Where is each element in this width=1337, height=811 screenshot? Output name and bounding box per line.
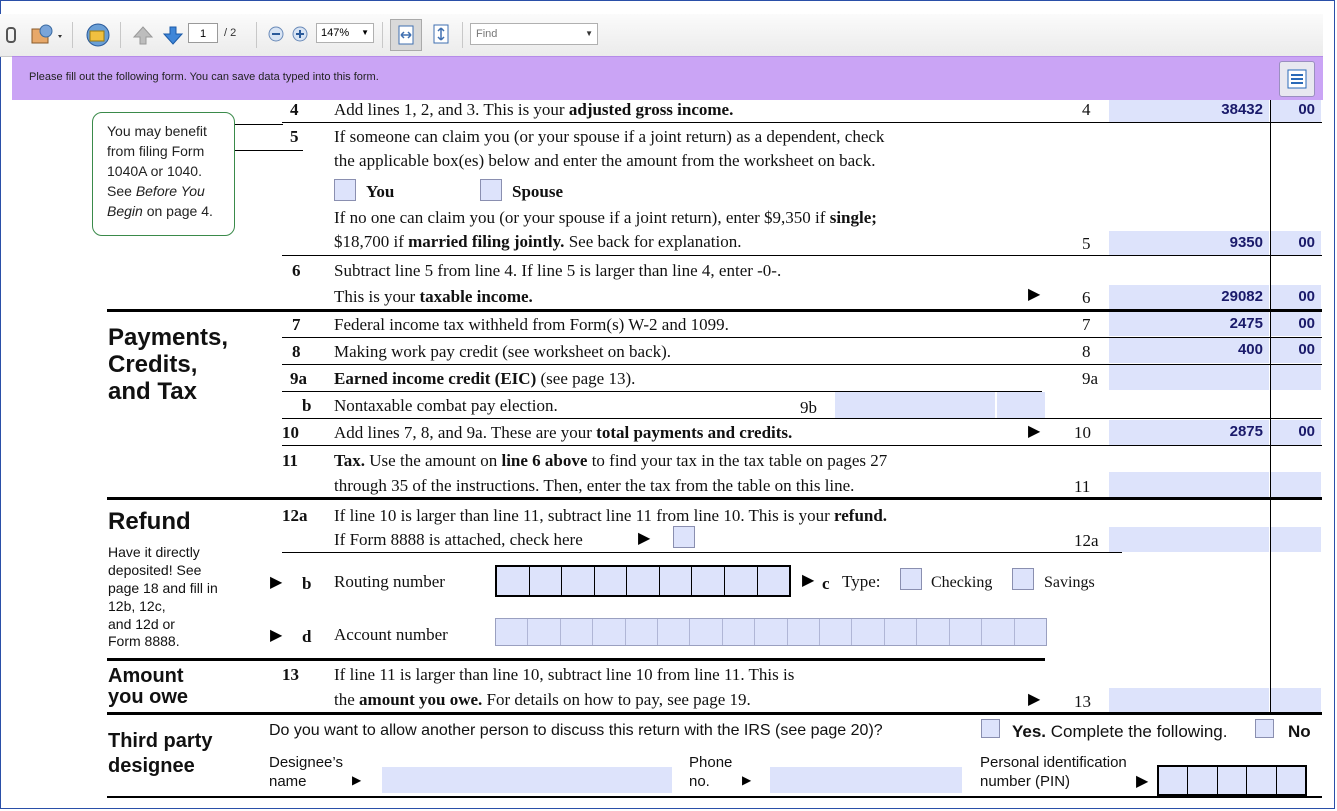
- line-ref: 11: [1074, 477, 1091, 496]
- callout-line: from filing Form: [107, 143, 205, 159]
- line-ref: 6: [1082, 288, 1091, 307]
- account-type-label: Type:: [842, 572, 881, 591]
- line-10-value: 2875: [1229, 423, 1263, 440]
- arrow-icon: ▶: [1028, 286, 1041, 303]
- toolbar-separator: [72, 22, 73, 48]
- line-number: 12a: [282, 506, 308, 525]
- previous-page-icon[interactable]: [132, 24, 154, 46]
- spouse-checkbox[interactable]: [480, 179, 502, 201]
- chevron-down-icon: ▼: [361, 28, 369, 37]
- line-9b-text: Nontaxable combat pay election.: [334, 396, 558, 415]
- arrow-icon: ▶: [1136, 773, 1149, 790]
- savings-checkbox[interactable]: [1012, 568, 1034, 590]
- callout-pointer: [235, 150, 303, 151]
- digit-box[interactable]: [982, 619, 1014, 645]
- digit-box[interactable]: [496, 619, 528, 645]
- line-11-amount-field[interactable]: [1109, 472, 1269, 497]
- line-5-text: If someone can claim you (or your spouse if a joint return) as a dependent, check: [334, 127, 885, 146]
- line-13-amount-field[interactable]: [1109, 688, 1269, 712]
- digit-box[interactable]: [1277, 767, 1305, 794]
- zoom-value: 147%: [321, 27, 350, 39]
- designee-question: Do you want to allow another person to discuss this return with the IRS (see page 20)?: [269, 722, 883, 739]
- section-divider: [107, 658, 1045, 661]
- routing-number-field[interactable]: [495, 565, 791, 597]
- line-6-text: This is your taxable income.: [334, 287, 533, 306]
- designee-name-label: Designee’s: [269, 754, 343, 771]
- account-number-label: Account number: [334, 625, 448, 644]
- line-number: 13: [282, 665, 299, 684]
- find-input[interactable]: [470, 23, 598, 45]
- line-number: b: [302, 574, 312, 593]
- line-10-amount-field[interactable]: [1109, 420, 1269, 445]
- designee-pin-label: number (PIN): [980, 773, 1071, 790]
- designee-name-field[interactable]: [382, 767, 672, 793]
- line-12a-amount-field[interactable]: [1109, 527, 1269, 552]
- designee-name-label: name: [269, 773, 307, 790]
- line-6-cents: 00: [1298, 288, 1315, 305]
- refund-note: deposited! See: [108, 562, 202, 578]
- checking-checkbox[interactable]: [900, 568, 922, 590]
- line-13-text: the amount you owe. For details on how to pay, see page 19.: [334, 690, 751, 709]
- section-title: you owe: [108, 686, 189, 708]
- line-number: d: [302, 627, 312, 646]
- line-4-value: 38432: [1221, 101, 1263, 118]
- line-5-cents-field[interactable]: [1271, 231, 1321, 255]
- line-4-text: Add lines 1, 2, and 3. This is your adjusted gross income.: [334, 100, 734, 119]
- pdf-toolbar: [0, 14, 1323, 57]
- callout-line: 1040A or 1040.: [107, 163, 202, 179]
- form-notice-text: Please fill out the following form. You can save data typed into this form.: [29, 71, 379, 83]
- line-9a-text: Earned income credit (EIC) (see page 13).: [334, 369, 636, 388]
- designee-yes-label: Yes. Complete the following.: [1012, 722, 1228, 741]
- zoom-in-icon[interactable]: [292, 26, 308, 42]
- callout-line: Begin on page 4.: [107, 203, 213, 219]
- line-7-amount-field[interactable]: [1109, 312, 1269, 336]
- chevron-down-icon[interactable]: ▼: [585, 29, 593, 38]
- line-9b-amount-field[interactable]: [835, 392, 995, 418]
- form-fields-icon: [1287, 69, 1307, 89]
- line-6-amount-field[interactable]: [1109, 285, 1269, 309]
- zoom-level-select[interactable]: [316, 23, 374, 43]
- line-11-text: through 35 of the instructions. Then, enter the tax from the table on this line.: [334, 476, 855, 495]
- line-8-cents: 00: [1298, 341, 1315, 358]
- line-number: 4: [290, 100, 299, 119]
- line-ref: 8: [1082, 342, 1091, 361]
- digit-box[interactable]: [758, 567, 790, 595]
- line-5-amount-field[interactable]: [1109, 231, 1269, 255]
- digit-box[interactable]: [660, 567, 693, 595]
- row-divider: [282, 552, 1122, 553]
- line-5-text: the applicable box(es) below and enter the amount from the worksheet on back.: [334, 151, 876, 170]
- digit-box[interactable]: [950, 619, 982, 645]
- line-10-cents-field[interactable]: [1271, 420, 1321, 445]
- spouse-label: Spouse: [512, 182, 564, 201]
- designee-phone-label: Phone: [689, 754, 733, 771]
- callout-line: See Before You: [107, 183, 205, 199]
- line-ref: 9a: [1082, 369, 1099, 388]
- zoom-out-icon[interactable]: [268, 26, 284, 42]
- page-number-input[interactable]: 1: [188, 23, 218, 43]
- line-7-cents: 00: [1298, 315, 1315, 332]
- refund-note: Form 8888.: [108, 633, 180, 649]
- toolbar-separator: [120, 22, 121, 48]
- attach-icon[interactable]: [4, 26, 18, 44]
- toolbar-separator: [256, 22, 257, 48]
- line-ref: 12a: [1074, 531, 1099, 550]
- line-12a-cents-field[interactable]: [1271, 527, 1321, 552]
- designee-no-checkbox[interactable]: [1255, 719, 1274, 738]
- line-4-amount-field[interactable]: [1109, 100, 1269, 122]
- line-ref: 13: [1074, 692, 1091, 711]
- line-8-cents-field[interactable]: [1271, 338, 1321, 363]
- digit-box[interactable]: [595, 567, 628, 595]
- line-number: 8: [292, 342, 301, 361]
- line-6-text: Subtract line 5 from line 4. If line 5 is larger than line 4, enter -0-.: [334, 261, 782, 280]
- line-ref: 5: [1082, 234, 1091, 253]
- arrow-icon: ▶: [802, 572, 815, 589]
- fit-width-icon: [397, 25, 415, 45]
- toolbar-separator: [382, 22, 383, 48]
- form-page: [12, 100, 1323, 805]
- highlight-fields-button[interactable]: [1279, 61, 1315, 97]
- line-number: c: [822, 574, 830, 593]
- line-10-cents: 00: [1298, 423, 1315, 440]
- line-number: b: [302, 396, 312, 415]
- line-ref: 4: [1082, 100, 1091, 119]
- arrow-icon: ▶: [352, 773, 362, 787]
- digit-box[interactable]: [690, 619, 722, 645]
- digit-box[interactable]: [917, 619, 949, 645]
- designee-no-label: No: [1288, 722, 1311, 741]
- line-4-cents-field[interactable]: [1271, 100, 1321, 122]
- row-divider: [282, 418, 1322, 419]
- digit-box[interactable]: [530, 567, 563, 595]
- find-placeholder: Find: [476, 28, 498, 40]
- line-11-text: Tax. Use the amount on line 6 above to find your tax in the tax table on pages 27: [334, 451, 888, 470]
- digit-box[interactable]: [528, 619, 560, 645]
- digit-box[interactable]: [1188, 767, 1217, 794]
- arrow-icon: ▶: [270, 627, 283, 644]
- line-8-text: Making work pay credit (see worksheet on back).: [334, 342, 672, 361]
- line-number: 5: [290, 127, 299, 146]
- line-6-cents-field[interactable]: [1271, 285, 1321, 309]
- fit-width-button[interactable]: [390, 19, 422, 51]
- row-divider: [282, 255, 1322, 256]
- digit-box[interactable]: [593, 619, 625, 645]
- benefit-callout: [92, 112, 235, 236]
- you-checkbox[interactable]: [334, 179, 356, 201]
- line-5-text: $18,700 if married filing jointly. See back for explanation.: [334, 232, 742, 251]
- line-number: 10: [282, 423, 299, 442]
- digit-box[interactable]: [1247, 767, 1276, 794]
- digit-box[interactable]: [627, 567, 660, 595]
- digit-box[interactable]: [561, 619, 593, 645]
- line-13-text: If line 11 is larger than line 10, subtract line 10 from line 11. This is: [334, 665, 795, 684]
- line-5-value: 9350: [1229, 234, 1263, 251]
- form-8888-checkbox[interactable]: [673, 526, 695, 548]
- line-4-cents: 00: [1298, 101, 1315, 118]
- digit-box[interactable]: [658, 619, 690, 645]
- savings-label: Savings: [1044, 574, 1095, 591]
- digit-box[interactable]: [885, 619, 917, 645]
- digit-box[interactable]: [562, 567, 595, 595]
- toolbar-separator: [462, 22, 463, 48]
- line-9b-cents-field[interactable]: [997, 392, 1045, 418]
- arrow-icon: ▶: [1028, 423, 1041, 440]
- line-6-value: 29082: [1221, 288, 1263, 305]
- line-5-text: If no one can claim you (or your spouse if a joint return), enter $9,350 if single;: [334, 208, 877, 227]
- line-10-text: Add lines 7, 8, and 9a. These are your total payments and credits.: [334, 423, 793, 442]
- callout-pointer: [235, 124, 283, 125]
- digit-box[interactable]: [725, 567, 758, 595]
- digit-box[interactable]: [755, 619, 787, 645]
- line-13-cents-field[interactable]: [1271, 688, 1321, 712]
- digit-box[interactable]: [1159, 767, 1188, 794]
- section-divider: [107, 712, 1322, 715]
- comment-tools-icon[interactable]: [30, 23, 66, 47]
- line-9a-cents-field[interactable]: [1271, 365, 1321, 390]
- digit-box[interactable]: [820, 619, 852, 645]
- line-12a-text: If Form 8888 is attached, check here: [334, 530, 583, 549]
- section-divider: [107, 796, 1322, 798]
- account-number-field[interactable]: [495, 618, 1047, 646]
- designee-phone-label: no.: [689, 773, 710, 790]
- line-7-cents-field[interactable]: [1271, 312, 1321, 336]
- digit-box[interactable]: [723, 619, 755, 645]
- line-11-cents-field[interactable]: [1271, 472, 1321, 497]
- callout-line: You may benefit: [107, 123, 207, 139]
- arrow-icon: ▶: [1028, 691, 1041, 708]
- line-12a-text: If line 10 is larger than line 11, subtract line 11 from line 10. This is your refund.: [334, 506, 888, 525]
- section-title: Payments,: [108, 324, 229, 351]
- line-number: 7: [292, 315, 301, 334]
- share-icon[interactable]: [84, 21, 112, 49]
- digit-box[interactable]: [497, 567, 530, 595]
- line-8-value: 400: [1237, 341, 1263, 358]
- row-divider: [282, 122, 1322, 123]
- line-5-cents: 00: [1298, 234, 1315, 251]
- line-ref: 9b: [800, 398, 817, 417]
- checking-label: Checking: [931, 574, 993, 591]
- line-ref: 7: [1082, 315, 1091, 334]
- next-page-icon[interactable]: [162, 24, 184, 46]
- row-divider: [282, 445, 1322, 446]
- arrow-icon: ▶: [270, 574, 283, 591]
- refund-note: page 18 and fill in: [108, 580, 218, 596]
- section-title: and Tax: [108, 378, 197, 405]
- refund-note: 12b, 12c,: [108, 598, 166, 614]
- fit-page-icon[interactable]: [432, 24, 450, 46]
- cents-column-divider: [1270, 100, 1271, 712]
- arrow-icon: ▶: [742, 773, 752, 787]
- designee-pin-field[interactable]: [1157, 765, 1307, 796]
- line-7-value: 2475: [1229, 315, 1263, 332]
- designee-yes-checkbox[interactable]: [981, 719, 1000, 738]
- line-9a-amount-field[interactable]: [1109, 365, 1269, 390]
- section-title: Third party: [108, 730, 213, 752]
- page-total: / 2: [224, 27, 237, 39]
- digit-box[interactable]: [626, 619, 658, 645]
- digit-box[interactable]: [1015, 619, 1046, 645]
- line-ref: 10: [1074, 423, 1091, 442]
- digit-box[interactable]: [852, 619, 884, 645]
- line-7-text: Federal income tax withheld from Form(s) W-2 and 1099.: [334, 315, 729, 334]
- line-number: 11: [282, 451, 299, 470]
- form-notice-bar: [12, 56, 1323, 102]
- line-number: 9a: [290, 369, 307, 388]
- designee-phone-field[interactable]: [770, 767, 962, 793]
- refund-note: Have it directly: [108, 544, 200, 560]
- routing-number-label: Routing number: [334, 572, 445, 591]
- designee-pin-label: Personal identification: [980, 754, 1127, 771]
- refund-note: and 12d or: [108, 616, 175, 632]
- arrow-icon: ▶: [638, 530, 651, 547]
- section-title: Credits,: [108, 351, 198, 378]
- section-divider: [107, 497, 1322, 500]
- line-8-amount-field[interactable]: [1109, 338, 1269, 363]
- section-title: Amount: [108, 665, 184, 687]
- section-title: designee: [108, 755, 195, 777]
- section-title: Refund: [108, 508, 191, 535]
- line-number: 6: [292, 261, 301, 280]
- digit-box[interactable]: [692, 567, 725, 595]
- digit-box[interactable]: [788, 619, 820, 645]
- digit-box[interactable]: [1218, 767, 1247, 794]
- you-label: You: [366, 182, 395, 201]
